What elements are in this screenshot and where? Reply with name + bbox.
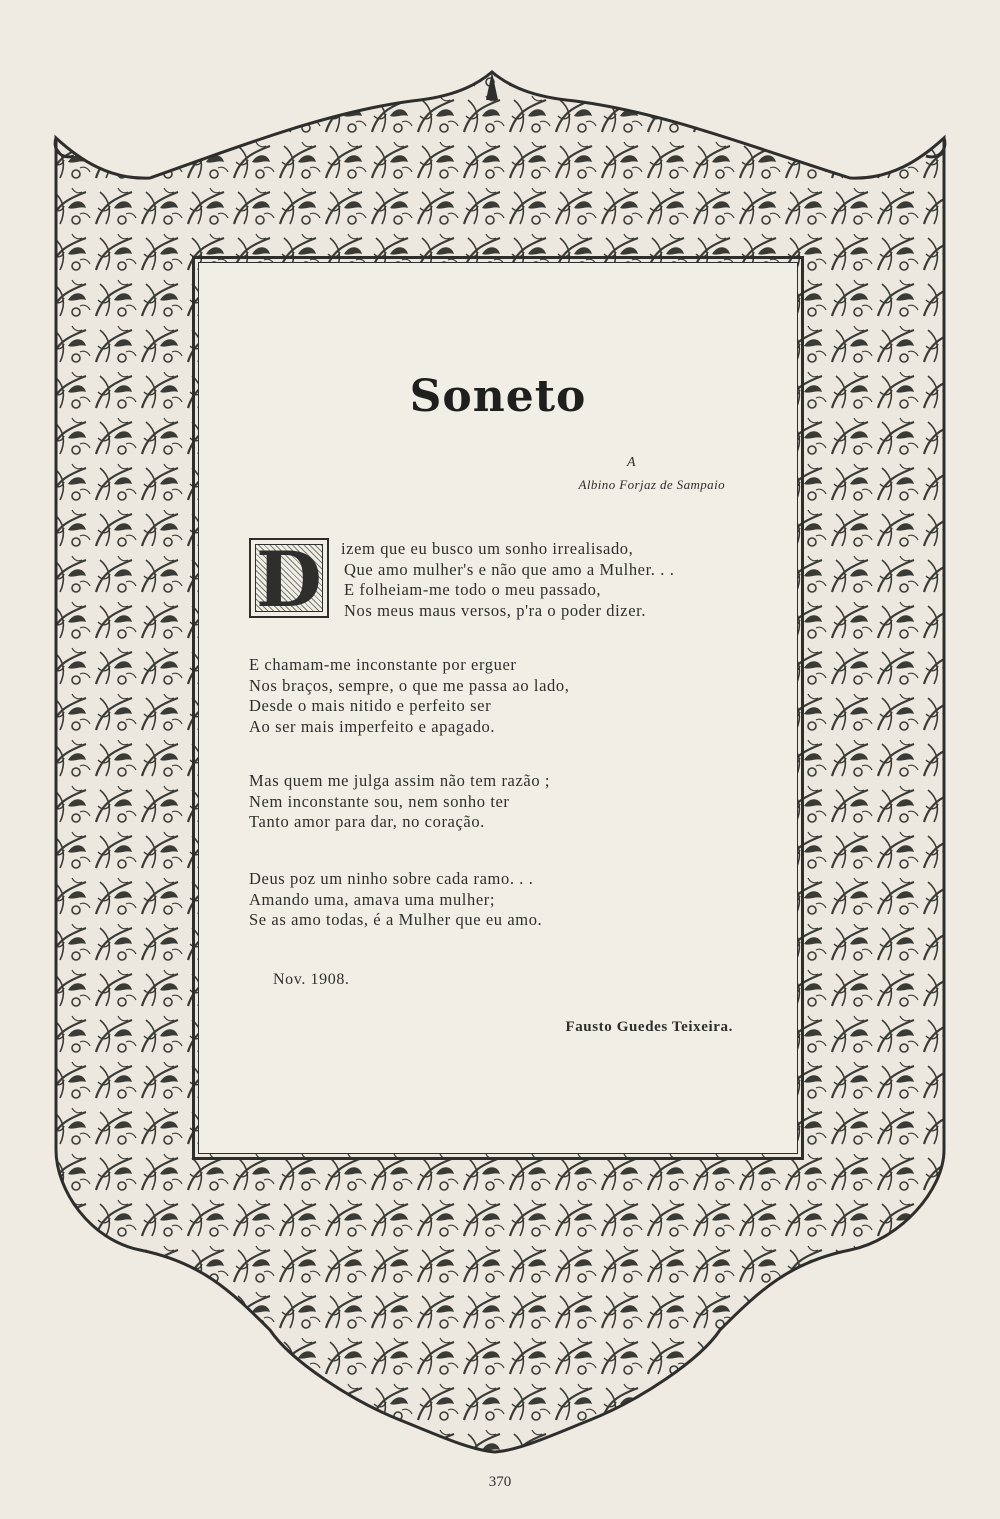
verse-line: izem que eu busco um sonho irrealisado, — [341, 539, 634, 558]
stanza-4 — [249, 869, 542, 931]
verse-line: E folheiam-me todo o meu passado, — [344, 580, 602, 599]
verse-line: Nem inconstante sou, nem sonho ter — [249, 791, 510, 811]
verse-line: Deus poz um ninho sobre cada ramo. . . — [249, 869, 534, 888]
stanza-3 — [249, 771, 550, 833]
verse-line: Nos braços, sempre, o que me passa ao lado, — [249, 675, 570, 695]
dropcap-initial — [249, 535, 329, 624]
stanza-1 — [341, 539, 674, 621]
author-signature: Fausto Guedes Teixeira. — [565, 1019, 733, 1035]
verse-line: Se as amo todas, é a Mulher que eu amo. — [249, 910, 543, 929]
verse-line: Mas quem me julga assim não tem razão ; — [249, 771, 551, 790]
verse-line: Ao ser mais imperfeito e apagado. — [249, 716, 496, 736]
page-title: Soneto — [409, 371, 587, 422]
verse-line: Desde o mais nitido e perfeito ser — [249, 696, 492, 715]
verse-line: Tanto amor para dar, no coração. — [249, 812, 485, 831]
dedication-name: Albino Forjaz de Sampaio — [578, 477, 725, 492]
dropcap-letter: D — [256, 535, 322, 624]
page-number: 370 — [488, 1474, 512, 1490]
verse-line: E chamam-me inconstante por erguer — [249, 655, 517, 674]
verse-line: Que amo mulher's e não que amo a Mulher. . . — [344, 559, 675, 579]
poem-date: Nov. 1908. — [273, 971, 350, 988]
stanza-2 — [249, 655, 569, 737]
text-panel — [198, 262, 798, 1154]
verse-line: Nos meus maus versos, p'ra o poder dizer. — [344, 600, 647, 620]
dedication-prefix: A — [627, 455, 636, 470]
verse-line: Amando uma, amava uma mulher; — [249, 889, 496, 909]
